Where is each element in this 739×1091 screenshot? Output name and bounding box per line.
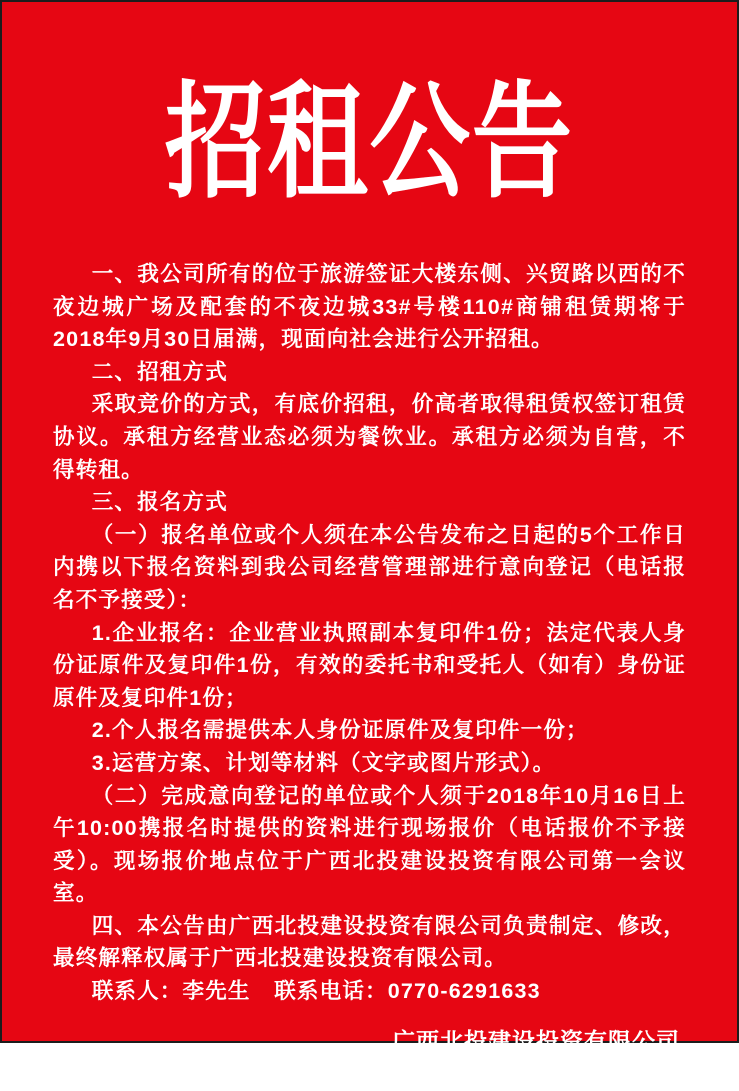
contact-line bbox=[53, 975, 686, 1008]
paragraph-section-4-rights: 四、本公告由广西北投建设投资有限公司负责制定、修改，最终解释权属于广西北投建设投资有限公司。 bbox=[53, 913, 686, 971]
paragraph-section-2-heading: 二、招租方式 bbox=[91, 359, 228, 384]
company-name: 广西北投建设投资有限公司 bbox=[392, 1027, 680, 1054]
paragraph-section-3-item-1: （一）报名单位或个人须在本公告发布之日起的5个工作日内携以下报名资料到我公司经营管理部进行意向登记（电话报名不予接受）： bbox=[53, 522, 686, 612]
contact-person: 联系人：李先生 bbox=[91, 979, 251, 1004]
paragraph-section-1-property-intro: 一、我公司所有的位于旅游签证大楼东侧、兴贸路以西的不夜边城广场及配套的不夜边城33#号楼110#商铺租赁期将于2018年9月30日届满，现面向社会进行公开招租。 bbox=[53, 262, 686, 352]
paragraph-operation-plan: 3.运营方案、计划等材料（文字或图片形式）。 bbox=[91, 750, 556, 775]
poster-title: 招租公告 bbox=[164, 69, 575, 216]
signature-date: 2018年9月30日 bbox=[451, 1060, 621, 1087]
signature-block bbox=[2, 1025, 737, 1091]
paragraph-enterprise-registration: 1.企业报名：企业营业执照副本复印件1份；法定代表人身份证原件及复印件1份，有效的委托书和受托人（如有）身份证原件及复印件1份； bbox=[53, 620, 686, 710]
paragraph-section-3-item-2: （二）完成意向登记的单位或个人须于2018年10月16日上午10:00携报名时提供的资料进行现场报价（电话报价不予接受）。现场报价地点位于广西北投建设投资有限公司第一会议室。 bbox=[53, 783, 686, 906]
paragraph-section-2-body: 采取竞价的方式，有底价招租，价高者取得租赁权签订租赁协议。承租方经营业态必须为餐饮业。承租方必须为自营，不得转租。 bbox=[53, 392, 686, 482]
paragraph-section-3-heading: 三、报名方式 bbox=[91, 490, 228, 515]
paragraph-individual-registration: 2.个人报名需提供本人身份证原件及复印件一份； bbox=[91, 718, 589, 743]
announcement-body bbox=[2, 258, 737, 1008]
contact-phone: 联系电话：0770-6291633 bbox=[274, 979, 541, 1004]
